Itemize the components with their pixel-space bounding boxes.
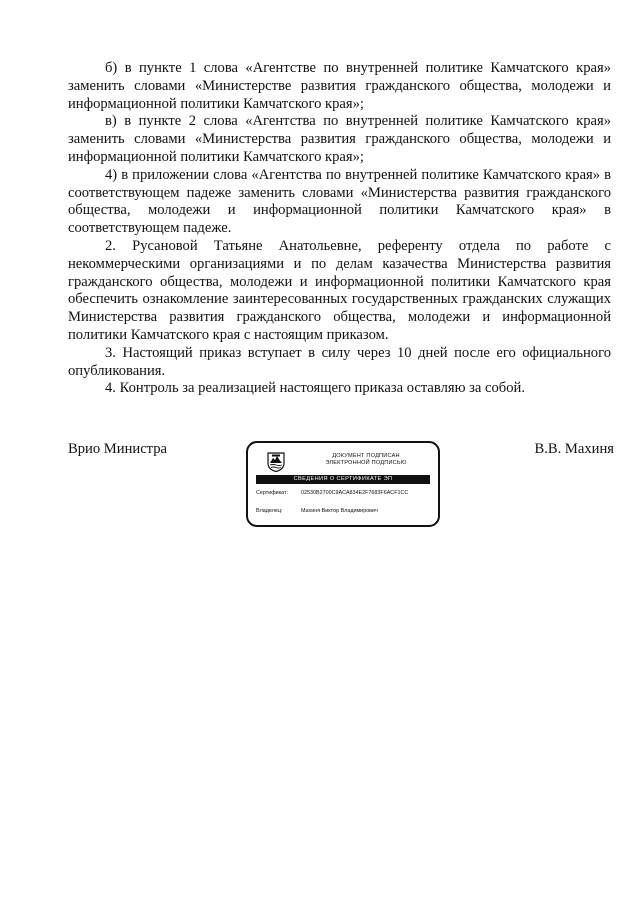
stamp-owner-row xyxy=(256,508,432,515)
signatory-position: Врио Министра xyxy=(68,441,167,457)
stamp-title xyxy=(296,453,436,467)
stamp-owner-value: Махиня Виктор Владимирович xyxy=(301,508,378,514)
paragraph-v: в) в пункте 2 слова «Агентства по внутренней политике Камчатского края» заменить словами «Министерства развития гражданского общества, молодежи и информационной политики Камчатского края»; xyxy=(68,113,611,165)
document-body xyxy=(68,60,611,398)
electronic-signature-stamp xyxy=(246,441,440,527)
stamp-title-line-2: ЭЛЕКТРОННОЙ ПОДПИСЬЮ xyxy=(325,460,407,466)
stamp-title-line-1: ДОКУМЕНТ ПОДПИСАН xyxy=(332,453,400,459)
stamp-certificate-header: СВЕДЕНИЯ О СЕРТИФИКАТЕ ЭП xyxy=(256,475,430,484)
stamp-certificate-label: Сертификат: xyxy=(256,490,289,496)
kamchatka-coat-of-arms-icon xyxy=(267,452,285,472)
paragraph-b: б) в пункте 1 слова «Агентстве по внутренней политике Камчатского края» заменить словами «Министерстве развития гражданского общества, молодежи и информационной политики Камчатского края»; xyxy=(68,60,611,112)
signature-block xyxy=(68,440,614,540)
paragraph-4-appendix: 4) в приложении слова «Агентства по внутренней политике Камчатского края» в соответствующем падеже заменить словами «Министерства развития гражданского общества, молодежи и информационной политики Камчатского края» в соответствующем падеже. xyxy=(68,166,611,237)
stamp-certificate-row xyxy=(256,490,432,497)
paragraph-2-rusanova: 2. Русановой Татьяне Анатольевне, референту отдела по работе с некоммерческими организациями и по делам казачества Министерства развития гражданского общества, молодежи и информационной политики Камчатского края обеспечить ознакомление заинтересованных государственных гражданских служащих Министерства развития гражданского общества, молодежи и информационной политики Камчатского края с настоящим приказом. xyxy=(68,237,611,343)
signatory-name: В.В. Махиня xyxy=(534,441,614,457)
stamp-owner-label: Владелец: xyxy=(256,508,283,514)
paragraph-3-effective-date: 3. Настоящий приказ вступает в силу через 10 дней после его официального опубликования. xyxy=(68,344,611,379)
stamp-certificate-value: 02530B2700C9ACA834E2F7683F6ACF1CC xyxy=(301,490,409,496)
paragraph-4-control: 4. Контроль за реализацией настоящего приказа оставляю за собой. xyxy=(105,380,525,397)
